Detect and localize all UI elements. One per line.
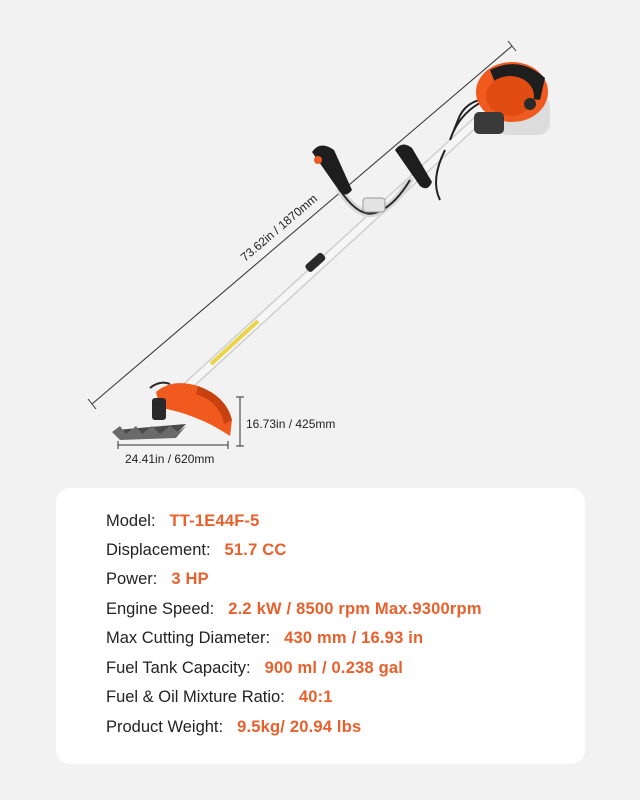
spec-value: 2.2 kW / 8500 rpm Max.9300rpm — [228, 600, 482, 618]
spec-row-weight — [106, 716, 361, 738]
height-dimension-label: 16.73in / 425mm — [246, 417, 336, 431]
spec-label: Fuel Tank Capacity: — [106, 659, 251, 677]
spec-row-engine-speed — [106, 598, 482, 620]
spec-value: 900 ml / 0.238 gal — [264, 659, 404, 677]
spec-label: Product Weight: — [106, 718, 224, 736]
spec-row-displacement — [106, 539, 286, 561]
spec-label: Displacement: — [106, 541, 211, 559]
spec-label: Power: — [106, 570, 158, 588]
spec-label: Max Cutting Diameter: — [106, 629, 271, 647]
spec-label: Engine Speed: — [106, 600, 215, 618]
spec-value: 51.7 CC — [224, 541, 287, 559]
spec-value: 430 mm / 16.93 in — [284, 629, 424, 647]
spec-row-cutting-diameter — [106, 627, 423, 649]
height-dimension-line — [236, 397, 244, 446]
engine-unit — [436, 62, 550, 200]
spec-value: 3 HP — [171, 570, 209, 588]
length-dimension-label: 73.62in / 1870mm — [237, 191, 321, 265]
width-dimension-label: 24.41in / 620mm — [125, 452, 215, 466]
spec-row-fuel-tank — [106, 657, 403, 679]
cutting-head — [112, 383, 232, 440]
width-dimension-line — [118, 441, 228, 449]
spec-label: Fuel & Oil Mixture Ratio: — [106, 688, 285, 706]
spec-card — [56, 488, 585, 764]
spec-row-model — [106, 510, 260, 532]
spec-value: 40:1 — [298, 688, 333, 706]
length-dimension-line — [88, 41, 516, 409]
spec-label: Model: — [106, 512, 156, 530]
spec-row-power — [106, 568, 209, 590]
spec-row-mixture-ratio — [106, 686, 333, 708]
spec-value: TT-1E44F-5 — [169, 512, 260, 530]
spec-value: 9.5kg/ 20.94 lbs — [237, 718, 362, 736]
